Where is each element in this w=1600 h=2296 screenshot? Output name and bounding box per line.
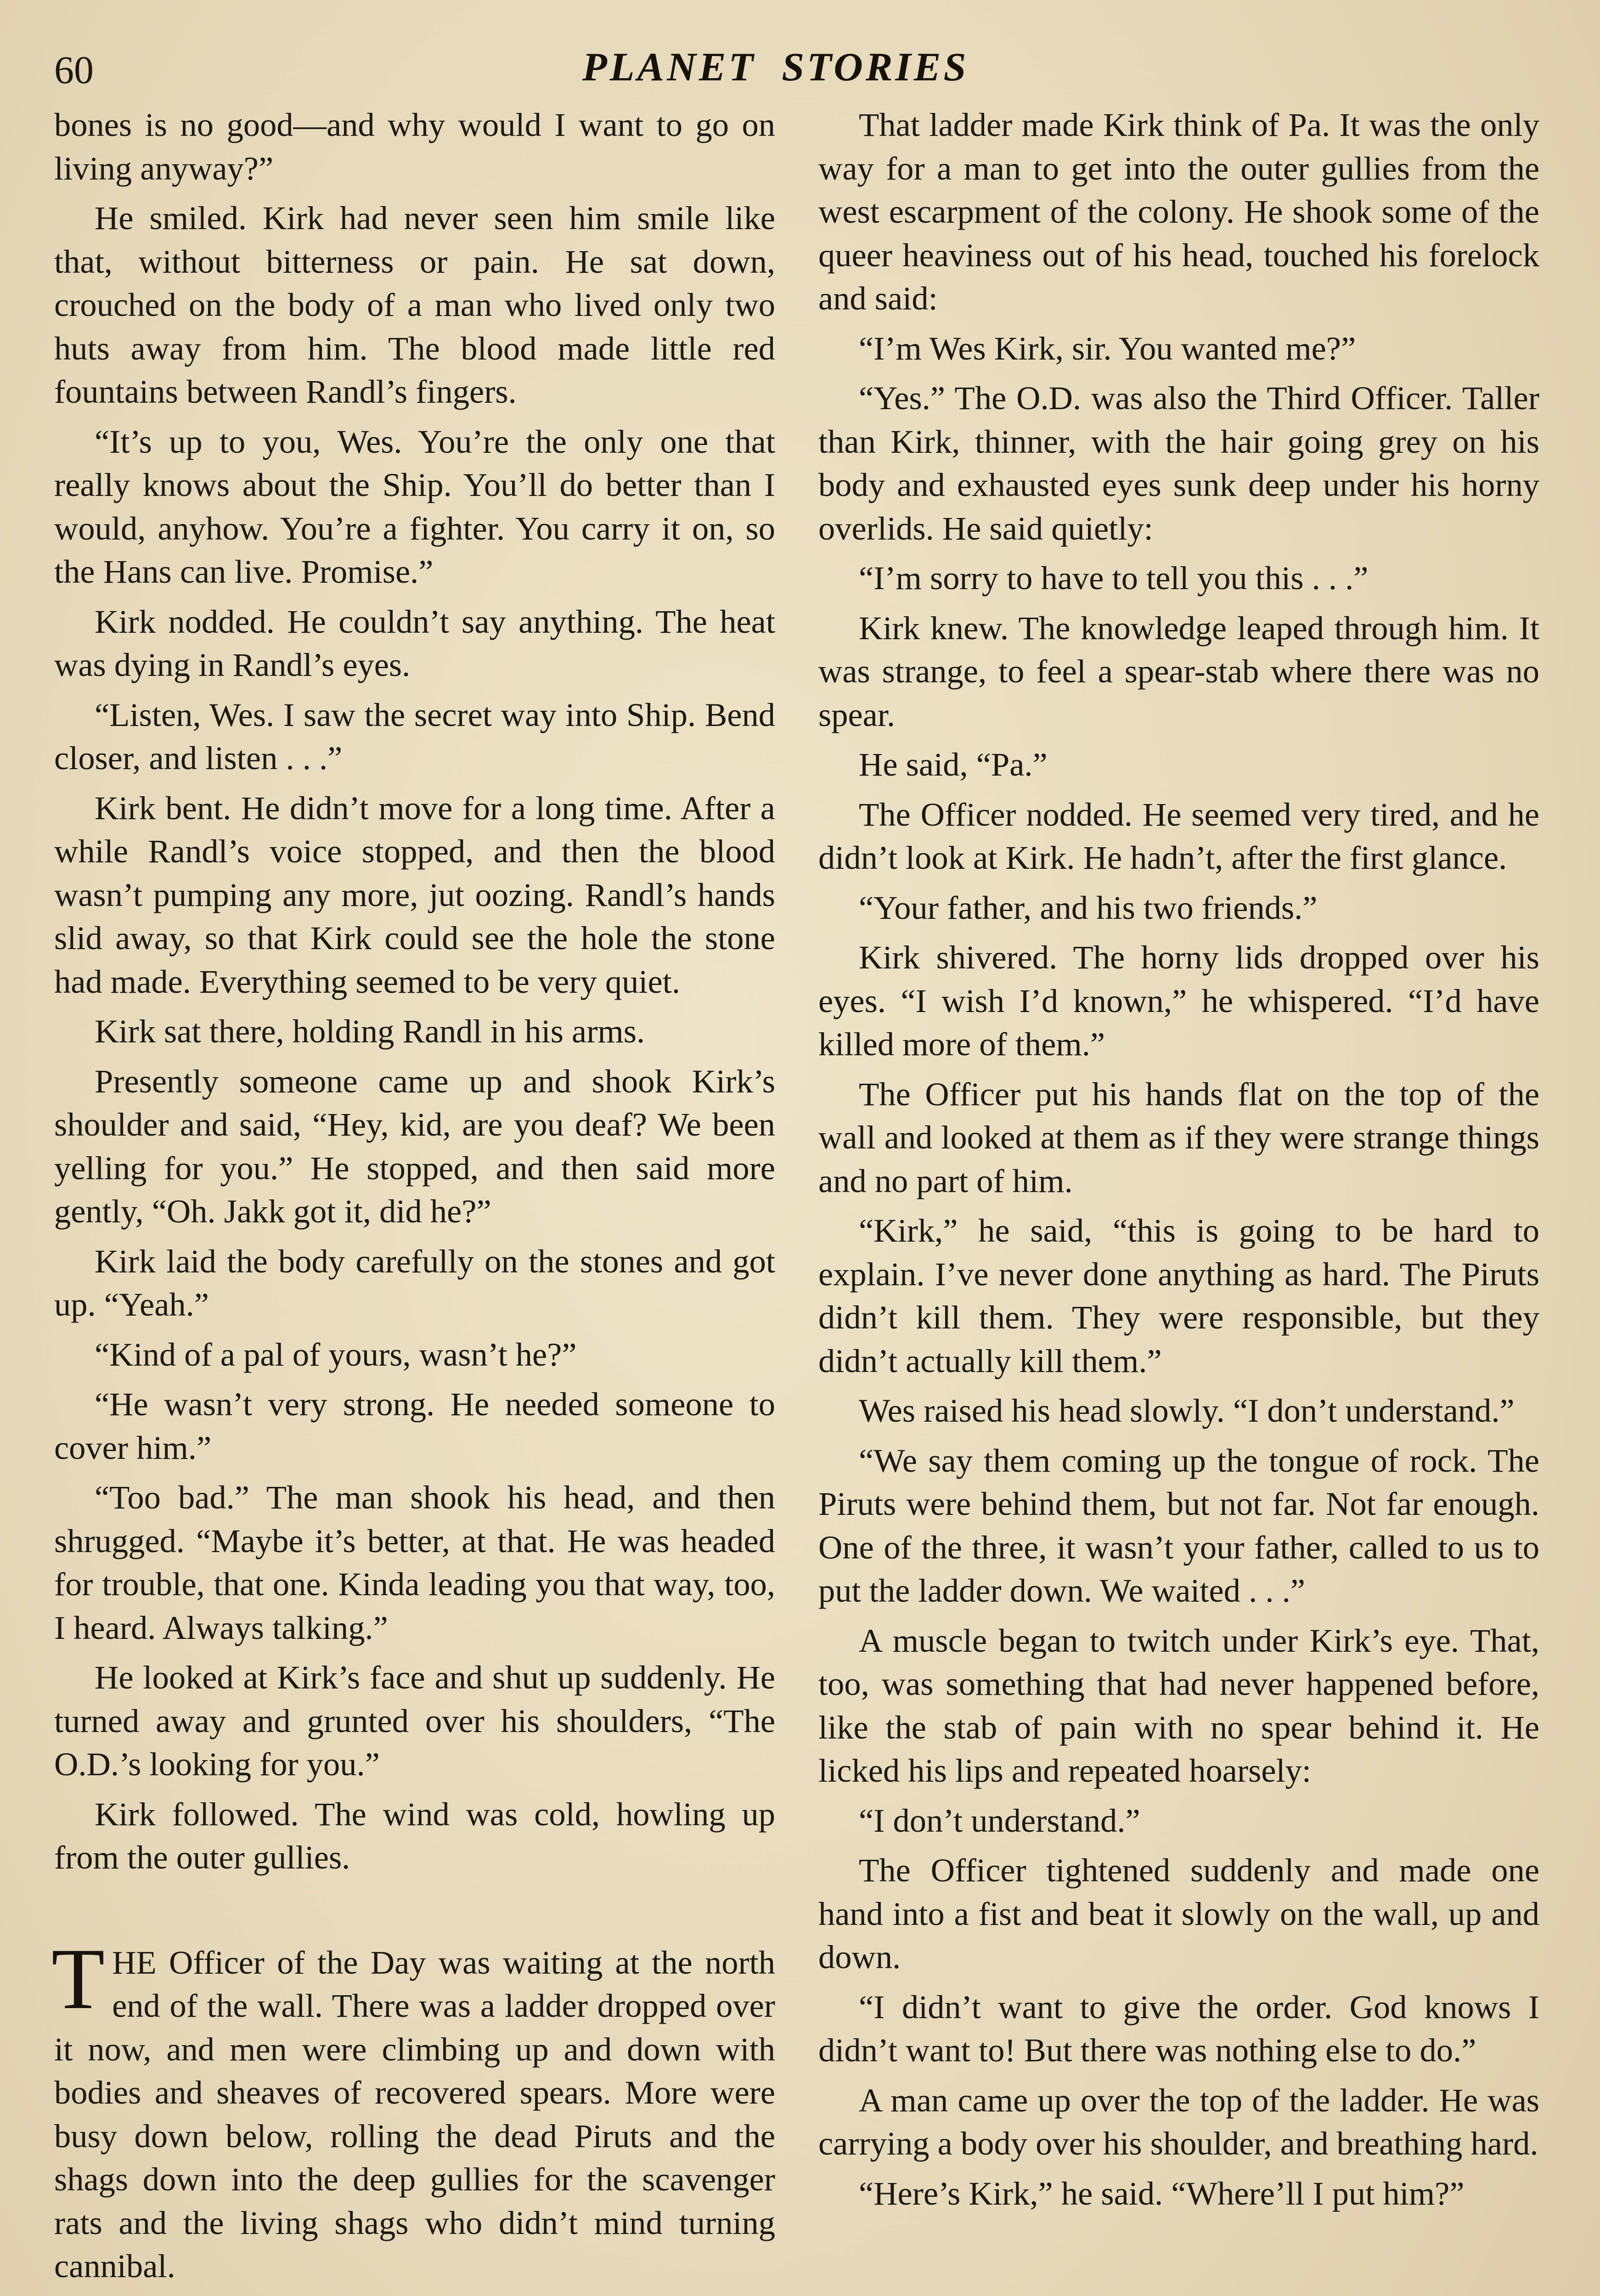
paragraph: “Kind of a pal of yours, wasn’t he?” [95, 1335, 577, 1373]
paragraph: “I’m Wes Kirk, sir. You wanted me?” [859, 329, 1356, 367]
paragraph: “Here’s Kirk,” he said. “Where’ll I put him?” [859, 2174, 1465, 2212]
paragraph: “I didn’t want to give the order. God knows I didn’t want to! But there was nothing else to do.” [818, 1988, 1539, 2069]
page-number: 60 [54, 48, 94, 92]
section-break [54, 1886, 775, 1941]
paragraph: “We say them coming up the tongue of rock. The Piruts were behind them, but not far. Not far enough. One of the three, it wasn’t your father, called to us to put the ladder down. We waited . . .” [818, 1441, 1539, 1609]
paragraph: He smiled. Kirk had never seen him smile like that, without bitterness or pain. He sat down, crouched on the body of a man who lived only two huts away from him. The blood made little red fountains between Randl’s fingers. [54, 199, 775, 410]
right-column [818, 103, 1539, 2222]
paragraph: “Kirk,” he said, “this is going to be hard to explain. I’ve never done anything as hard. The Piruts didn’t kill them. They were responsible, but they didn’t actually kill them.” [818, 1212, 1539, 1379]
paragraph: “Your father, and his two friends.” [859, 889, 1318, 926]
paragraph: The Officer tightened suddenly and made one hand into a fist and beat it slowly on the wall, up and down. [818, 1851, 1539, 1975]
paragraph: bones is no good—and why would I want to go on living anyway?” [54, 106, 775, 187]
paragraph: “I don’t understand.” [859, 1801, 1140, 1839]
paragraph: Kirk knew. The knowledge leaped through him. It was strange, to feel a spear-stab where there was no spear. [818, 609, 1539, 733]
paragraph: “Too bad.” The man shook his head, and then shrugged. “Maybe it’s better, at that. He was headed for trouble, that one. Kinda leading you that way, too, I heard. Always talking.” [54, 1479, 775, 1646]
paragraph: “Listen, Wes. I saw the secret way into Ship. Bend closer, and listen . . .” [54, 696, 775, 777]
paragraph: Kirk nodded. He couldn’t say anything. The heat was dying in Randl’s eyes. [54, 602, 775, 683]
paragraph: Kirk shivered. The horny lids dropped over his eyes. “I wish I’d known,” he whispered. “I’d have killed more of them.” [818, 939, 1539, 1063]
drop-cap: T [51, 1930, 105, 2027]
paragraph: That ladder made Kirk think of Pa. It was the only way for a man to get into the outer gullies from the west escarpment of the colony. He shook some of the queer heaviness out of his head, touched his forelock and said: [818, 106, 1539, 317]
section-opening-paragraph [51, 1930, 775, 2288]
paragraph: Kirk laid the body carefully on the stones and got up. “Yeah.” [54, 1242, 775, 1323]
paragraph: A muscle began to twitch under Kirk’s eye. That, too, was something that had never happened before, like the stab of pain with no spear behind it. He licked his lips and repeated hoarsely: [818, 1621, 1539, 1789]
paragraph: “Yes.” The O.D. was also the Third Officer. Taller than Kirk, thinner, with the hair going grey on his body and exhausted eyes sunk deep under his horny overlids. He said quietly: [818, 379, 1539, 547]
paragraph: “I’m sorry to have to tell you this . . .” [859, 559, 1369, 597]
paragraph: Kirk bent. He didn’t move for a long time. After a while Randl’s voice stopped, and then the blood wasn’t pumping any more, jut oozing. Randl’s hands slid away, so that Kirk could see the hole the stone had made. Everything seemed to be very quiet. [54, 789, 775, 1000]
paragraph: The Officer put his hands flat on the top of the wall and looked at them as if they were strange things and no part of him. [818, 1075, 1539, 1199]
paragraph: A man came up over the top of the ladder. He was carrying a body over his shoulder, and breathing hard. [818, 2081, 1539, 2162]
paragraph: Wes raised his head slowly. “I don’t understand.” [859, 1392, 1515, 1429]
paragraph: Kirk followed. The wind was cold, howling up from the outer gullies. [54, 1795, 775, 1876]
paragraph: Kirk sat there, holding Randl in his arms. [95, 1013, 645, 1050]
paragraph: The Officer nodded. He seemed very tired, and he didn’t look at Kirk. He hadn’t, after the first glance. [818, 795, 1539, 876]
section-opening-text: HE Officer of the Day was waiting at the north end of the wall. There was a ladder dropped over it now, and men were climbing up and down with bodies and sheaves of recovered spears. More were busy down below, rolling the dead Piruts and the shags down into the deep gullies for the scavenger rats and the living shags who didn’t mind turning cannibal. [54, 1943, 775, 2285]
magazine-title: PLANET STORIES [582, 45, 969, 90]
paragraph: Presently someone came up and shook Kirk’s shoulder and said, “Hey, kid, are you deaf? We been yelling for you.” He stopped, and then said more gently, “Oh. Jakk got it, did he?” [54, 1062, 775, 1230]
paragraph: “He wasn’t very strong. He needed someone to cover him.” [54, 1385, 775, 1466]
page-header [54, 40, 1547, 96]
left-column [51, 103, 775, 2295]
paragraph: “It’s up to you, Wes. You’re the only one that really knows about the Ship. You’ll do better than I would, anyhow. You’re a fighter. You carry it on, so the Hans can live. Promise.” [54, 422, 775, 590]
paragraph: He looked at Kirk’s face and shut up suddenly. He turned away and grunted over his shoulders, “The O.D.’s looking for you.” [54, 1659, 775, 1783]
paragraph: He said, “Pa.” [859, 746, 1048, 783]
